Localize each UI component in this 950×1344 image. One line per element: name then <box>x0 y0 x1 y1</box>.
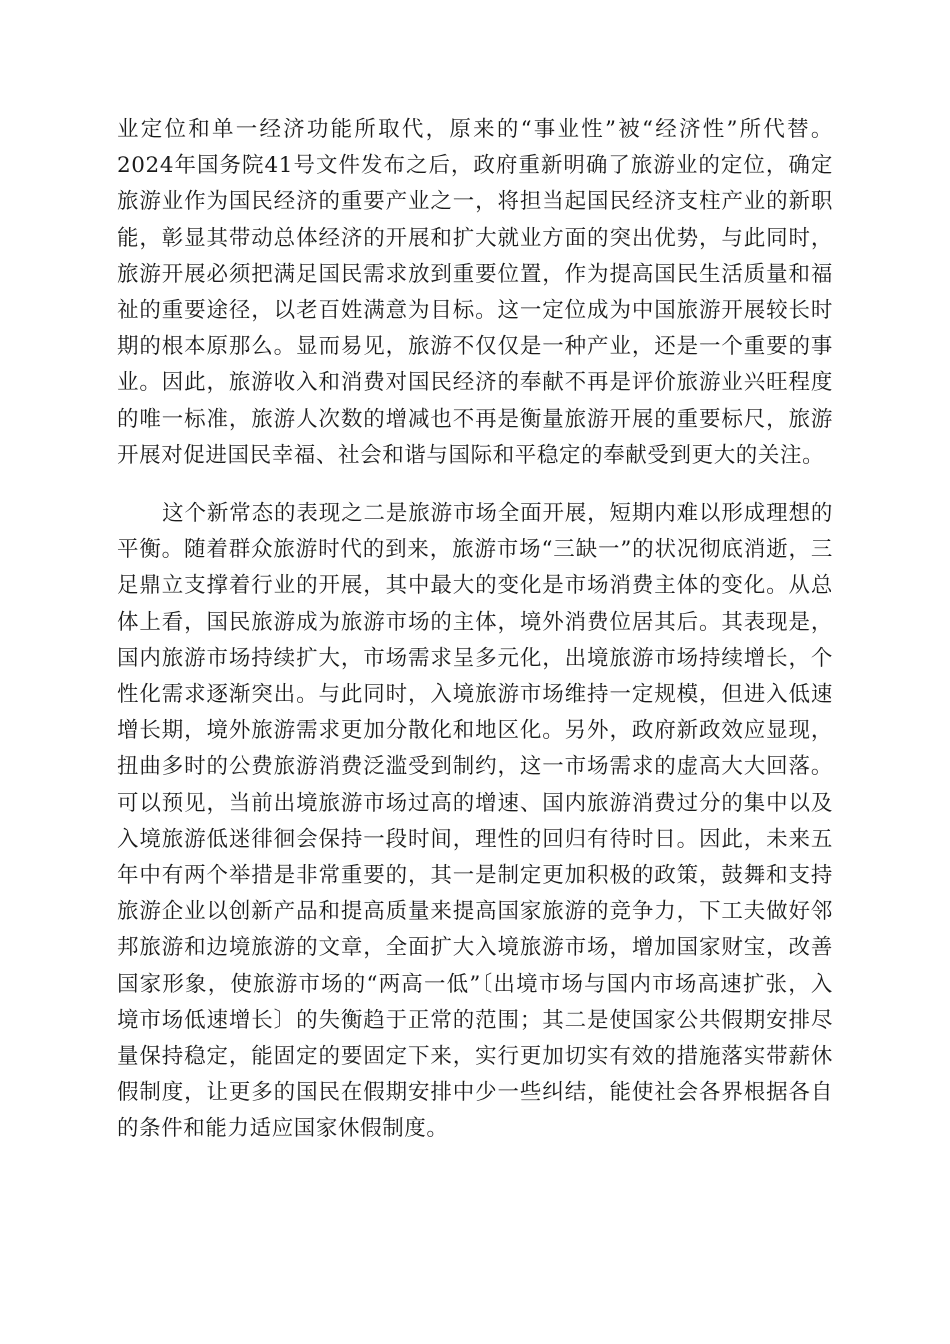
paragraph-market-development: 这个新常态的表现之二是旅游市场全面开展，短期内难以形成理想的平衡。随着群众旅游时代的到来，旅游市场“三缺一”的状况彻底消逝，三足鼎立支撑着行业的开展，其中最大的变化是市场消费主体的变化。从总体上看，国民旅游成为旅游市场的主体，境外消费位居其后。其表现是，国内旅游市场持续扩大，市场需求呈多元化，出境旅游市场持续增长，个性化需求逐渐突出。与此同时，入境旅游市场维持一定规模，但进入低速增长期，境外旅游需求更加分散化和地区化。另外，政府新政效应显现，扭曲多时的公费旅游消费泛滥受到制约，这一市场需求的虚高大大回落。可以预见，当前出境旅游市场过高的增速、国内旅游消费过分的集中以及入境旅游低迷徘徊会保持一段时间，理性的回归有待时日。因此，未来五年中有两个举措是非常重要的，其一是制定更加积极的政策，鼓舞和支持旅游企业以创新产品和提高质量来提高国家旅游的竞争力，下工夫做好邻邦旅游和边境旅游的文章，全面扩大入境旅游市场，增加国家财宝，改善国家形象，使旅游市场的“两高一低”〔出境市场与国内市场高速扩张，入境市场低速增长〕的失衡趋于正常的范围；其二是使国家公共假期安排尽量保持稳定，能固定的要固定下来，实行更加切实有效的措施落实带薪休假制度，让更多的国民在假期安排中少一些纠结，能使社会各界根据各自的条件和能力适应国家休假制度。 <box>117 501 833 1142</box>
paragraph-continuation: 业定位和单一经济功能所取代，原来的“事业性”被“经济性”所代替。2024年国务院41号文件发布之后，政府重新明确了旅游业的定位，确定旅游业作为国民经济的重要产业之一，将担当起国民经济支柱产业的新职能，彰显其带动总体经济的开展和扩大就业方面的突出优势，与此同时，旅游开展必须把满足国民需求放到重要位置，作为提高国民生活质量和福祉的重要途径，以老百姓满意为目标。这一定位成为中国旅游开展较长时期的根本原那么。显而易见，旅游不仅仅是一种产业，还是一个重要的事业。因此，旅游收入和消费对国民经济的奉献不再是评价旅游业兴旺程度的唯一标准，旅游人次数的增减也不再是衡量旅游开展的重要标尺，旅游开展对促进国民幸福、社会和谐与国际和平稳定的奉献受到更大的关注。 <box>117 117 833 468</box>
document-page <box>117 112 833 1148</box>
